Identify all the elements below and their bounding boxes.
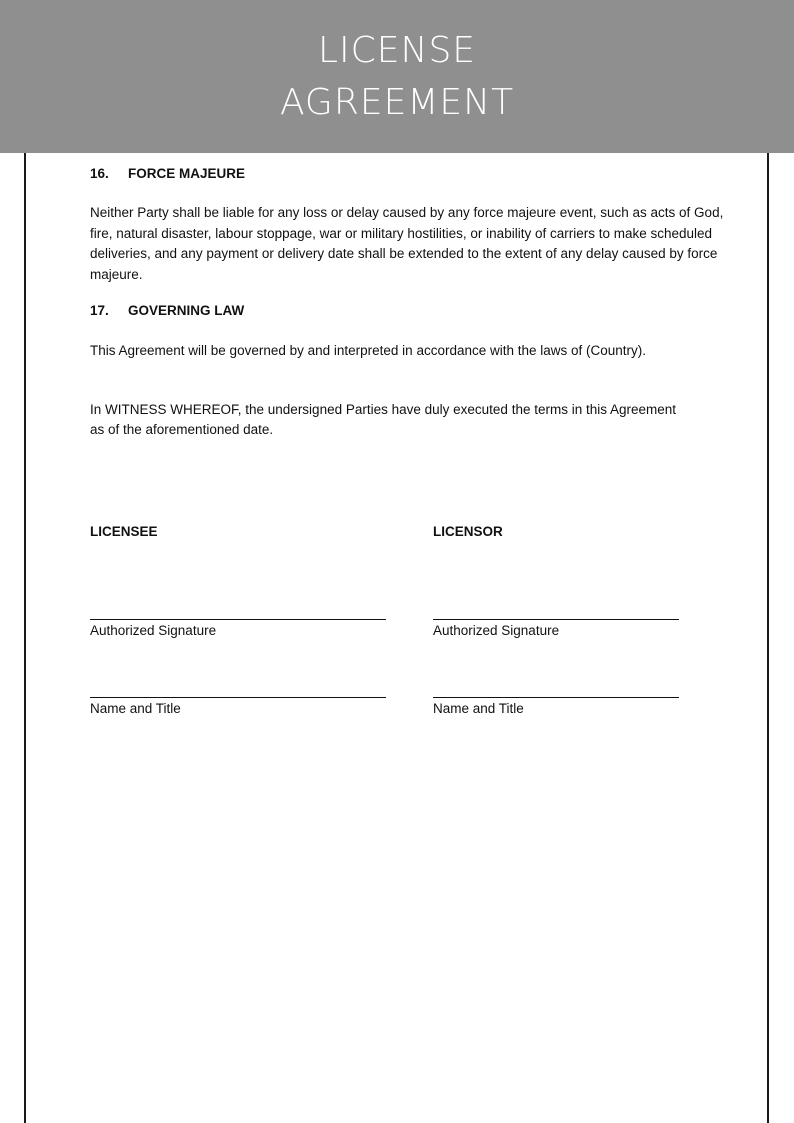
section-17-number: 17. (90, 303, 109, 318)
licensor-name-label: Name and Title (433, 701, 524, 716)
licensee-title: LICENSEE (90, 524, 158, 539)
licensee-name-label: Name and Title (90, 701, 181, 716)
section-17-text: This Agreement will be governed by and interpreted in accordance with the laws of (Country). (90, 343, 647, 358)
banner-title-line2: AGREEMENT (279, 81, 515, 123)
licensee-name-line (90, 697, 386, 698)
page-border-right (767, 153, 769, 1123)
section-16-number: 16. (90, 166, 109, 181)
licensor-signature-label: Authorized Signature (433, 623, 560, 638)
licensee-signature-line (90, 619, 386, 620)
section-17-title: GOVERNING LAW (128, 303, 245, 318)
document-body (90, 163, 730, 441)
licensee-signature-block (90, 521, 386, 719)
licensor-title: LICENSOR (433, 524, 503, 539)
section-16-heading (90, 163, 730, 185)
licensor-signature-line (433, 619, 679, 620)
licensor-signature-block (433, 521, 679, 719)
witness-text: In WITNESS WHEREOF, the undersigned Parties have duly executed the terms in this Agreement as of the aforementioned date. (90, 401, 677, 437)
section-16-text: Neither Party shall be liable for any loss or delay caused by any force majeure event, such as acts of God, fire, natural disaster, labour stoppage, war or military hostilities, or inability of carriers to make scheduled deliveries, and any payment or delivery date shall be extended to the extent of any delay caused by force majeure. (90, 205, 724, 282)
licensee-signature-label: Authorized Signature (90, 623, 217, 638)
licensor-name-line (433, 697, 679, 698)
section-17-heading (90, 300, 730, 322)
section-16-title: FORCE MAJEURE (128, 166, 246, 181)
title-banner (0, 0, 794, 153)
banner-title-line1: LICENSE (317, 29, 477, 71)
page-border-left (24, 153, 26, 1123)
